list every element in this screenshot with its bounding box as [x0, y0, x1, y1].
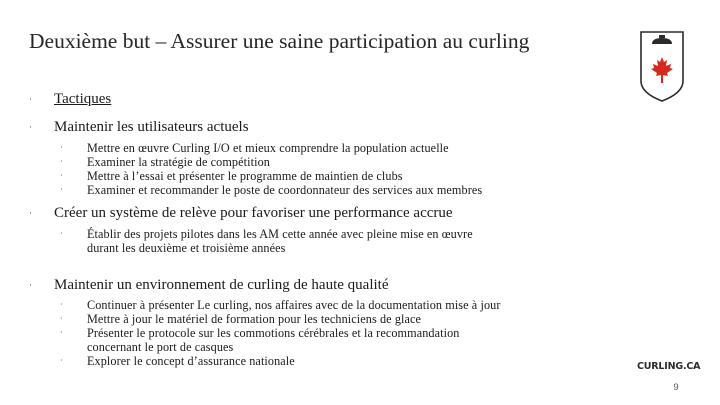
tactiques-link[interactable]: Tactiques	[54, 91, 112, 107]
sub-item-text: Examiner la stratégie de compétition	[87, 155, 270, 169]
sub-item-text: concernant le port de casques	[87, 340, 234, 354]
curling-canada-shield-icon	[640, 31, 684, 102]
sub-item-text: durant les deuxième et troisième années	[87, 241, 286, 255]
bullet: ·	[60, 171, 63, 180]
sub-item-text: Explorer le concept d’assurance nationale	[87, 354, 295, 368]
bullet: ·	[29, 122, 32, 132]
bullet: ·	[60, 300, 63, 309]
bullet: ·	[29, 280, 32, 290]
section-heading: Créer un système de relève pour favoriser une performance accrue	[54, 205, 453, 221]
section-heading: Maintenir les utilisateurs actuels	[54, 119, 249, 135]
bullet: ·	[60, 143, 63, 152]
sub-item-text: Établir des projets pilotes dans les AM cette année avec pleine mise en œuvre	[87, 227, 473, 241]
sub-item-text: Présenter le protocole sur les commotions cérébrales et la recommandation	[87, 326, 460, 340]
sub-item-text: Mettre en œuvre Curling I/O et mieux comprendre la population actuelle	[87, 141, 449, 155]
brand-logo-text: CURLING.CA	[637, 361, 701, 372]
sub-item-text: Mettre à jour le matériel de formation pour les techniciens de glace	[87, 312, 422, 326]
bullet: ·	[60, 157, 63, 166]
sub-item-text: Continuer à présenter Le curling, nos affaires avec de la documentation mise à jour	[87, 298, 501, 312]
page-number: 9	[673, 382, 679, 393]
sub-item-text: Examiner et recommander le poste de coordonnateur des services aux membres	[87, 183, 483, 197]
bullet: ·	[60, 229, 63, 238]
bullet: ·	[60, 314, 63, 323]
sub-item-text: Mettre à l’essai et présenter le programme de maintien de clubs	[87, 169, 403, 183]
bullet: ·	[60, 356, 63, 365]
bullet: ·	[29, 208, 32, 218]
section-heading: Maintenir un environnement de curling de haute qualité	[54, 277, 389, 293]
slide-title: Deuxième but – Assurer une saine participation au curling	[29, 29, 530, 53]
bullet: ·	[60, 185, 63, 194]
bullet: ·	[29, 94, 32, 104]
bullet: ·	[60, 328, 63, 337]
